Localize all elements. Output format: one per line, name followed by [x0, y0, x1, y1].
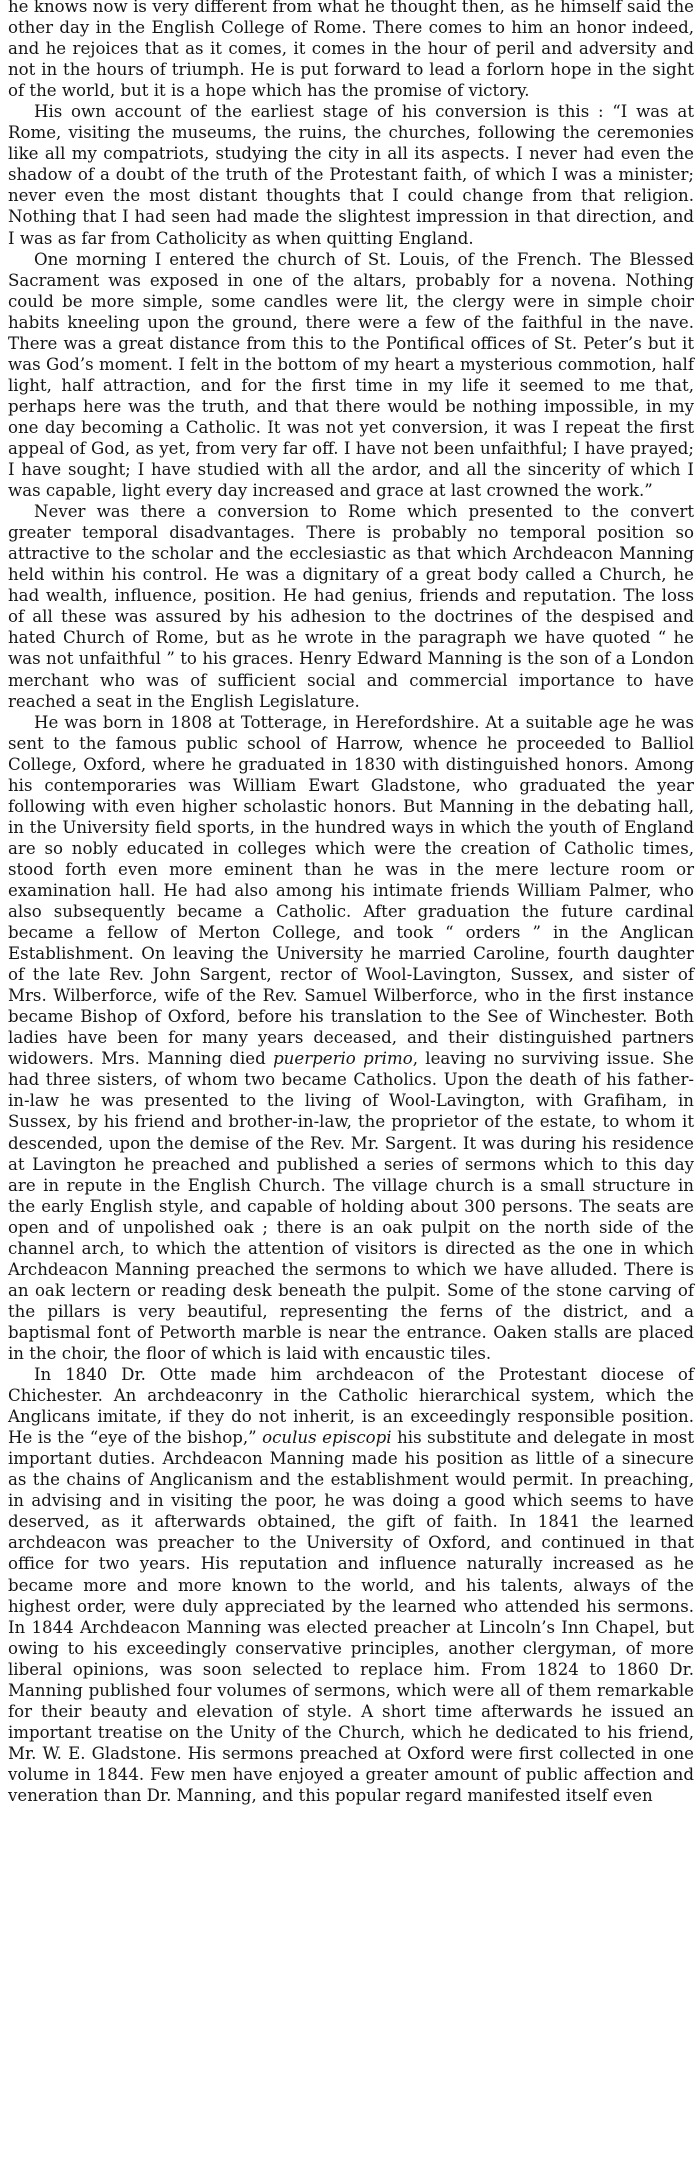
paragraph-opening-continued: he knows now is very different from what he thought then, as he himself said the other day in the English College of Rome. There comes to him an honor indeed, and he rejoices that as it comes, it comes in the hour of peril and adversity and not in the hours of triumph. He is put forward to lead a forlorn hope in the sight of the world, but it is a hope which has the promise of victory.	[8, 0, 694, 101]
article-column	[8, 0, 694, 1806]
paragraph-st-louis: One morning I entered the church of St. Louis, of the French. The Blessed Sacrament was exposed in one of the altars, probably for a novena. Nothing could be more simple, some candles were lit, the clergy were in simple choir habits kneeling upon the ground, there were a few of the faithful in the nave. There was a great distance from this to the Pontifical offices of St. Peter’s but it was God’s moment. I felt in the bottom of my heart a mysterious commotion, half light, half attraction, and for the first time in my life it seemed to me that, perhaps here was the truth, and that there would be nothing impossible, in my one day becoming a Catholic. It was not yet conversion, it was I repeat the first appeal of God, as yet, from very far off. I have not been unfaithful; I have prayed; I have sought; I have studied with all the ardor, and all the sincerity of which I was capable, light every day increased and grace at last crowned the work.”	[8, 249, 694, 501]
paragraph-born-text: He was born in 1808 at Totterage, in Herefordshire. At a suitable age he was sent to the famous public school of Harrow, whence he proceeded to Balliol College, Oxford, where he graduated in 1830 with distinguished honors. Among his contemporaries was William Ewart Gladstone, who graduated the year following with even higher scholastic honors. But Manning in the debating hall, in the University field sports, in the hundred ways in which the youth of England are so nobly educated in colleges which were the creation of Catholic times, stood forth even more eminent than he was in the mere lecture room or examination hall. He had also among his intimate friends William Palmer, who also subsequently became a Catholic. After graduation the future cardinal became a fellow of Merton College, and took “ orders ” in the Anglican Establishment. On leaving the University he married Caroline, fourth daughter of the late Rev. John Sargent, rector of Wool-Lavington, Sussex, and sister of Mrs. Wilberforce, wife of the Rev. Samuel Wilberforce, who in the first instance became Bishop of Oxford, before his translation to the See of Winchester. Both ladies have been for many years deceased, and their distinguished partners widowers. Mrs. Manning died	[8, 712, 694, 1069]
paragraph-born	[8, 712, 694, 1364]
paragraph-archdeacon-text-after: his substitute and delegate in most important duties. Archdeacon Manning made his position as little of a sinecure as the chains of Anglicanism and the establishment would permit. In preaching, in advising and in visiting the poor, he was doing a good which seems to have deserved, as it afterwards obtained, the gift of faith. In 1841 the learned archdeacon was preacher to the University of Oxford, and continued in that office for two years. His reputation and influence naturally increased as he became more and more known to the world, and his talents, always of the highest order, were duly appreciated by the learned who attended his sermons. In 1844 Archdeacon Manning was elected preacher at Lincoln’s Inn Chapel, but owing to his exceedingly conservative principles, another clergyman, of more liberal opinions, was soon selected to replace him. From 1824 to 1860 Dr. Manning published four volumes of sermons, which were all of them remarkable for their beauty and elevation of style. A short time afterwards he issued an important treatise on the Unity of the Church, which he dedicated to his friend, Mr. W. E. Gladstone. His sermons preached at Oxford were first collected in one volume in 1844. Few men have enjoyed a greater amount of public affection and veneration than Dr. Manning, and this popular regard manifested itself even	[8, 1428, 694, 1805]
paragraph-disadvantages: Never was there a conversion to Rome which presented to the convert greater temporal disadvantages. There is probably no temporal position so attractive to the scholar and the ecclesiastic as that which Archdeacon Manning held within his control. He was a dignitary of a great body called a Church, he had wealth, influence, position. He had genius, friends and reputation. The loss of all these was assured by his adhesion to the doctrines of the despised and hated Church of Rome, but as he wrote in the paragraph we have quoted “ he was not unfaithful ” to his graces. Henry Edward Manning is the son of a London merchant who was of sufficient social and commercial importance to have reached a seat in the English Legislature.	[8, 502, 694, 711]
paragraph-own-account: His own account of the earliest stage of his conversion is this : “I was at Rome, visiting the museums, the ruins, the churches, following the ceremonies like all my compatriots, studying the city in all its aspects. I never had even the shadow of a doubt of the truth of the Protestant faith, of which I was a minister; never even the most distant thoughts that I could change from that religion. Nothing that I had seen had made the slightest impression in that direction, and I was as far from Catholicity as when quitting England.	[8, 102, 694, 248]
latin-phrase-puerperio-primo: puerperio primo	[273, 1049, 413, 1069]
paragraph-archdeacon-text: In 1840 Dr. Otte made him archdeacon of the Protestant diocese of Chichester. An archdeaconry in the Catholic hierarchical system, which the Anglicans imitate, if they do not inherit, is an exceedingly responsible position. He is the “eye of the bishop,”	[8, 1365, 694, 1448]
paragraph-born-text-after: , leaving no surviving issue. She had three sisters, of whom two became Catholics. Upon the death of his father-in-law he was presented to the living of Wool-Lavington, with Grafiham, in Sussex, by his friend and brother-in-law, the proprietor of the estate, to whom it descended, upon the demise of the Rev. Mr. Sargent. It was during his residence at Lavington he preached and published a series of sermons which to this day are in repute in the English Church. The village church is a small structure in the early English style, and capable of holding about 300 persons. The seats are open and of unpolished oak ; there is an oak pulpit on the north side of the channel arch, to which the attention of visitors is directed as the one in which Archdeacon Manning preached the sermons to which we have alluded. There is an oak lectern or reading desk beneath the pulpit. Some of the stone carving of the pillars is very beautiful, representing the ferns of the district, and a baptismal font of Petworth marble is near the entrance. Oaken stalls are placed in the choir, the floor of which is laid with encaustic tiles.	[8, 1049, 694, 1363]
latin-phrase-oculus-episcopi: oculus episcopi	[262, 1428, 392, 1448]
paragraph-archdeacon	[8, 1364, 694, 1806]
